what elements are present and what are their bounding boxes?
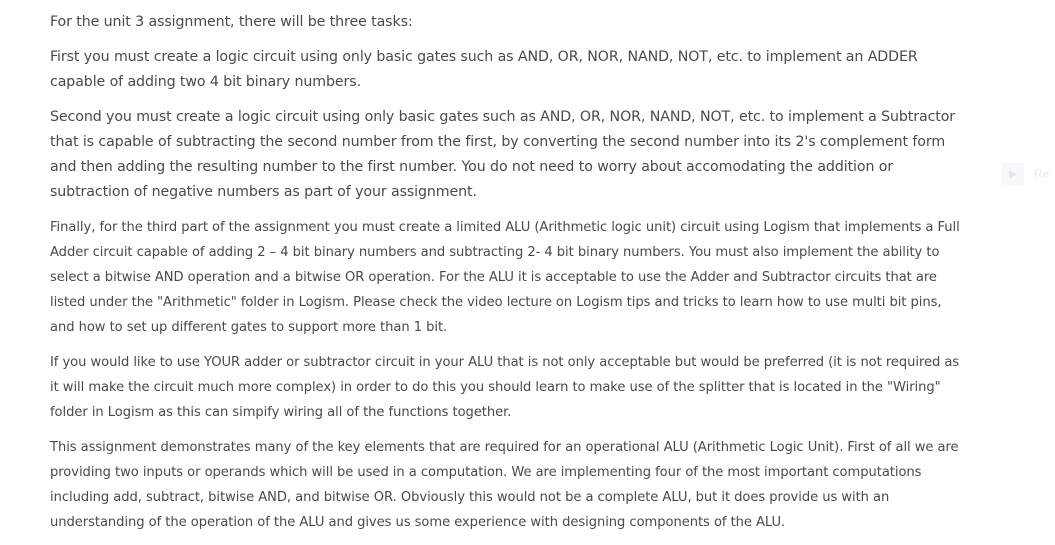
task-2-paragraph: Second you must create a logic circuit using only basic gates such as AND, OR, NOR, NAND, NOT, etc. to implement a Subtractor that is capable of subtracting the second number from the first, by converting the second number into its 2's complement form and then adding the resulting number to the first number. You do not need to worry about accomodating the addition or subtraction of negative numbers as part of your assignment. [50, 109, 956, 200]
side-widget-label: Re [1034, 167, 1050, 181]
optional-note-paragraph: If you would like to use YOUR adder or subtractor circuit in your ALU that is not only acceptable but would be preferred (it is not required as it will make the circuit much more complex) in order to do this you should learn to make use of the splitter that is located in the "Wiring" folder in Logism as this can simpify wiring all of the functions together. [50, 355, 960, 420]
intro-paragraph: For the unit 3 assignment, there will be three tasks: [50, 14, 413, 30]
task-1-paragraph: First you must create a logic circuit using only basic gates such as AND, OR, NOR, NAND, NOT, etc. to implement an ADDER capable of adding two 4 bit binary numbers. [50, 49, 918, 90]
chevron-right-icon[interactable]: ▶ [1002, 163, 1024, 185]
side-next-widget[interactable] [1002, 163, 1055, 185]
assignment-content [50, 10, 965, 545]
task-3-paragraph: Finally, for the third part of the assignment you must create a limited ALU (Arithmetic logic unit) circuit using Logism that implements a Full Adder circuit capable of adding 2 – 4 bit binary numbers and subtracting 2- 4 bit binary numbers. You must also implement the ability to select a bitwise AND operation and a bitwise OR operation. For the ALU it is acceptable to use the Adder and Subtractor circuits that are listed under the "Arithmetic" folder in Logism. Please check the video lecture on Logism tips and tricks to learn how to use multi bit pins, and how to set up different gates to support more than 1 bit. [50, 220, 960, 335]
summary-paragraph: This assignment demonstrates many of the key elements that are required for an operational ALU (Arithmetic Logic Unit). First of all we are providing two inputs or operands which will be used in a computation. We are implementing four of the most important computations including add, subtract, bitwise AND, and bitwise OR. Obviously this would not be a complete ALU, but it does provide us with an understanding of the operation of the ALU and gives us some experience with designing components of the ALU. [50, 440, 959, 530]
